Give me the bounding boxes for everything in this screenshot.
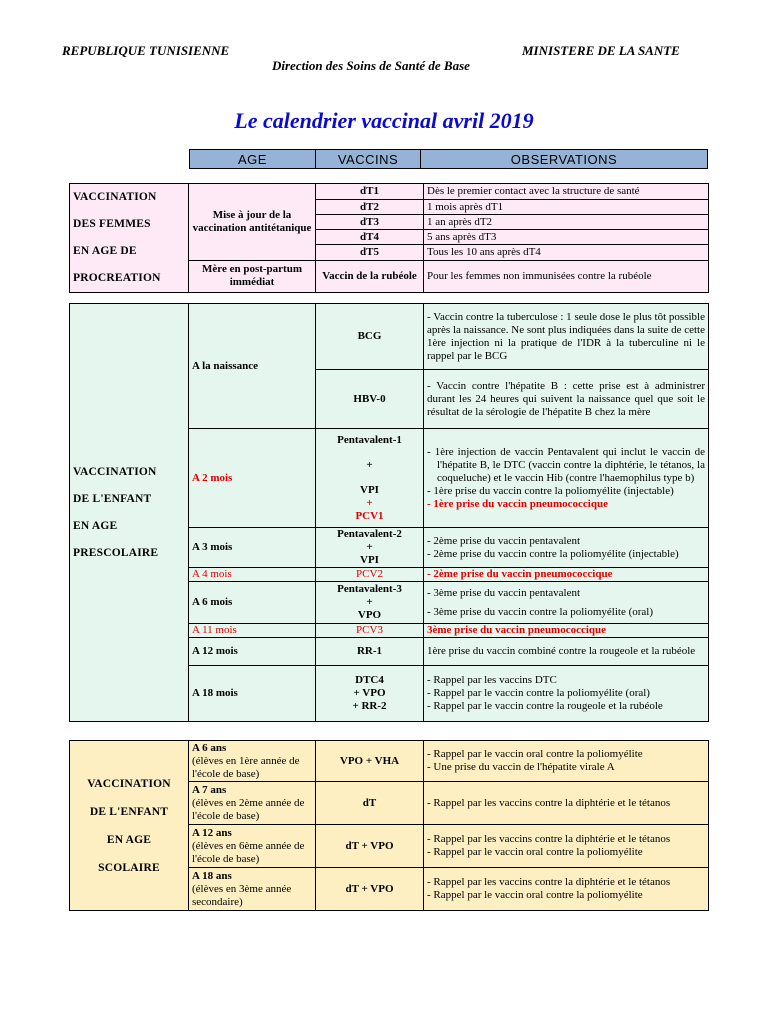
page-title: Le calendrier vaccinal avril 2019 xyxy=(234,108,534,133)
age-18-years: A 18 ans (élèves en 3ème année secondaire) xyxy=(189,868,316,911)
vaccine-6-years: VPO + VHA xyxy=(316,741,424,782)
vaccine-11-months: PCV3 xyxy=(316,624,424,638)
vaccine-dt4: dT4 xyxy=(316,230,424,245)
column-header-table xyxy=(189,149,708,169)
obs-6-months: - 3ème prise du vaccin pentavalent - 3ème prise du vaccin contre la poliomyélite (oral) xyxy=(424,582,709,624)
obs-4-months: - 2ème prise du vaccin pneumococcique xyxy=(424,568,709,582)
women-vaccination-table xyxy=(69,183,709,293)
age-2-months: A 2 mois xyxy=(189,429,316,528)
preschool-vaccination-table xyxy=(69,303,709,722)
obs-bcg: - Vaccin contre la tuberculose : 1 seule dose le plus tôt possible après la naissance. Ne sont plus indiquées dans la suite de cette 1ère injection ni la pratique de l'IDR à la tuberculine ni le rappel par le BCG xyxy=(424,304,709,370)
header-vaccins: VACCINS xyxy=(316,150,421,169)
obs-18-months: - Rappel par les vaccins DTC - Rappel par le vaccin contre la poliomyélite (oral) - Rappel par le vaccin contre la rougeole et la rubéole xyxy=(424,666,709,722)
obs-12-years: - Rappel par les vaccins contre la diphtérie et le tétanos - Rappel par le vaccin oral contre la poliomyélite xyxy=(424,825,709,868)
obs-6-years: - Rappel par le vaccin oral contre la poliomyélite - Une prise du vaccin de l'hépatite virale A xyxy=(424,741,709,782)
vaccine-6-months: Pentavalent-3 + VPO xyxy=(316,582,424,624)
women-group-label: VACCINATION DES FEMMES EN AGE DE PROCREATION xyxy=(70,184,189,293)
age-4-months: A 4 mois xyxy=(189,568,316,582)
obs-3-months: - 2ème prise du vaccin pentavalent - 2ème prise du vaccin contre la poliomyélite (injectable) xyxy=(424,528,709,568)
obs-dt3: 1 an après dT2 xyxy=(424,215,709,230)
vaccine-hbv0: HBV-0 xyxy=(316,370,424,429)
header-left: REPUBLIQUE TUNISIENNE xyxy=(62,43,230,58)
obs-7-years: - Rappel par les vaccins contre la diphtérie et le tétanos xyxy=(424,782,709,825)
vaccine-2-months: Pentavalent-1 + VPI + PCV1 xyxy=(316,429,424,528)
women-age-update: Mise à jour de la vaccination antitétanique xyxy=(189,184,316,261)
vaccine-7-years: dT xyxy=(316,782,424,825)
vaccine-18-months: DTC4 + VPO + RR-2 xyxy=(316,666,424,722)
vaccine-dt5: dT5 xyxy=(316,245,424,260)
school-vaccination-table xyxy=(69,740,709,911)
women-age-postpartum: Mère en post-partum immédiat xyxy=(189,260,316,292)
vaccine-3-months: Pentavalent-2 + VPI xyxy=(316,528,424,568)
age-3-months: A 3 mois xyxy=(189,528,316,568)
age-7-years: A 7 ans (élèves en 2ème année de l'école de base) xyxy=(189,782,316,825)
vaccine-12-years: dT + VPO xyxy=(316,825,424,868)
obs-dt1: Dès le premier contact avec la structure de santé xyxy=(424,184,709,200)
obs-dt5: Tous les 10 ans après dT4 xyxy=(424,245,709,260)
vaccine-dt3: dT3 xyxy=(316,215,424,230)
age-6-months: A 6 mois xyxy=(189,582,316,624)
age-12-years: A 12 ans (élèves en 6ème année de l'école de base) xyxy=(189,825,316,868)
obs-dt2: 1 mois après dT1 xyxy=(424,200,709,215)
vaccine-12-months: RR-1 xyxy=(316,638,424,666)
age-11-months: A 11 mois xyxy=(189,624,316,638)
obs-12-months: 1ère prise du vaccin combiné contre la rougeole et la rubéole xyxy=(424,638,709,666)
vaccine-dt1: dT1 xyxy=(316,184,424,200)
vaccine-dt2: dT2 xyxy=(316,200,424,215)
vaccine-bcg: BCG xyxy=(316,304,424,370)
header-right: MINISTERE DE LA SANTE xyxy=(522,43,680,58)
header-observations: OBSERVATIONS xyxy=(421,150,708,169)
age-6-years: A 6 ans (élèves en 1ère année de l'école de base) xyxy=(189,741,316,782)
header-direction: Direction des Soins de Santé de Base xyxy=(272,58,470,73)
obs-dt4: 5 ans après dT3 xyxy=(424,230,709,245)
vaccine-4-months: PCV2 xyxy=(316,568,424,582)
vaccine-rubella: Vaccin de la rubéole xyxy=(316,260,424,292)
obs-11-months: 3ème prise du vaccin pneumococcique xyxy=(424,624,709,638)
obs-18-years: - Rappel par les vaccins contre la diphtérie et le tétanos - Rappel par le vaccin oral contre la poliomyélite xyxy=(424,868,709,911)
obs-2-months: - 1ère injection de vaccin Pentavalent qui inclut le vaccin de l'hépatite B, le DTC (vaccin contre la diphtérie, le tétanos, la coqueluche) et le vaccin Hib (contre l'haemophilus type b) - 1ère prise du vaccin contre la poliomyélite (injectable) - 1ère prise du vaccin pneumococcique xyxy=(424,429,709,528)
vaccine-18-years: dT + VPO xyxy=(316,868,424,911)
age-12-months: A 12 mois xyxy=(189,638,316,666)
obs-rubella: Pour les femmes non immunisées contre la rubéole xyxy=(424,260,709,292)
header-age: AGE xyxy=(190,150,316,169)
school-group-label: VACCINATION DE L'ENFANT EN AGE SCOLAIRE xyxy=(70,741,189,911)
preschool-group-label: VACCINATION DE L'ENFANT EN AGE PRESCOLAIRE xyxy=(70,304,189,722)
age-18-months: A 18 mois xyxy=(189,666,316,722)
age-birth: A la naissance xyxy=(189,304,316,429)
obs-hbv0: - Vaccin contre l'hépatite B : cette prise est à administrer durant les 24 heures qui suivent la naissance quel que soit le résultat de la sérologie de l'hépatite B chez la mère xyxy=(424,370,709,429)
